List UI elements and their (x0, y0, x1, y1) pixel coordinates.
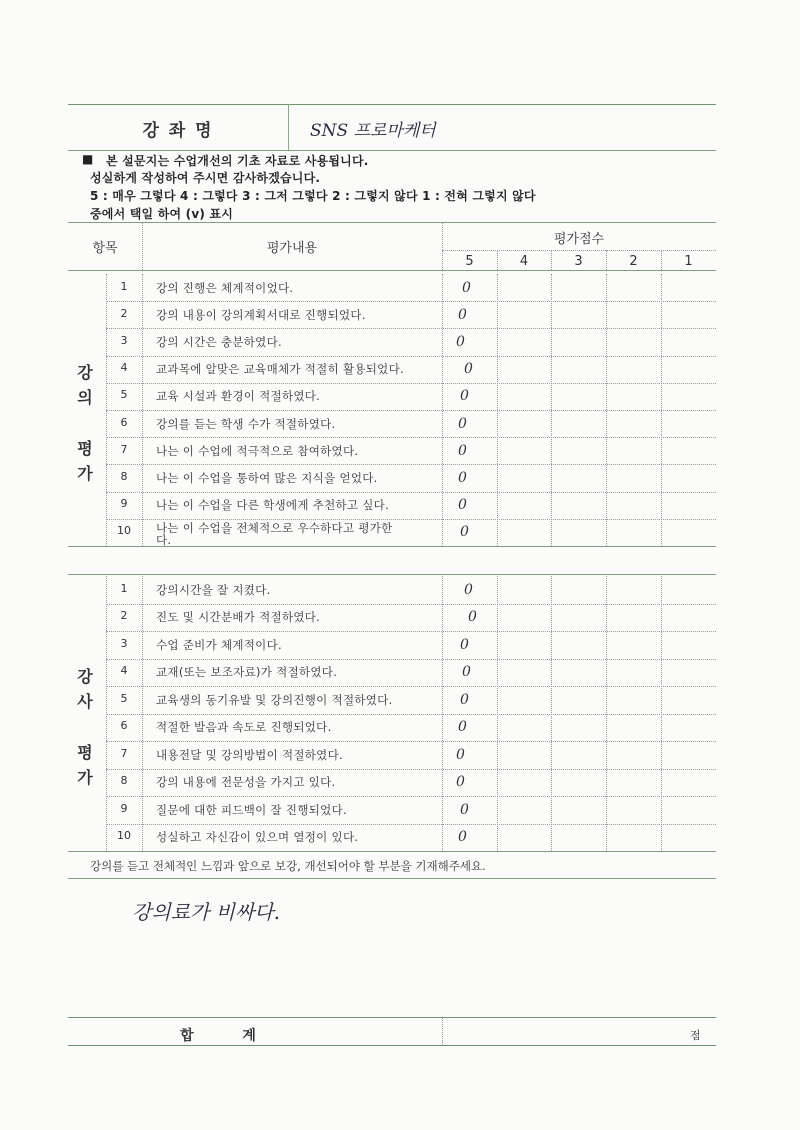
course-divider (288, 104, 289, 150)
lecture-row-text: 나는 이 수업을 통하여 많은 지식을 얻었다. (156, 471, 378, 485)
instructor-row-text: 질문에 대한 피드백이 잘 진행되었다. (156, 802, 347, 817)
lecture-row-mark: 0 (456, 334, 465, 350)
course-label: 강 좌 명 (142, 121, 214, 141)
header-sep-1 (142, 222, 143, 270)
lecture-row-mark: 0 (458, 306, 467, 323)
lecture-row-number: 3 (120, 334, 128, 347)
comments-answer: 강의료가 비싸다. (132, 900, 280, 924)
instructor-row-sep (106, 824, 716, 825)
lecture-row-text: 교육 시설과 환경이 적절하였다. (156, 389, 321, 404)
total-bottom-border (68, 1045, 716, 1046)
instructor-row-number: 7 (120, 746, 128, 760)
scale-header-3: 3 (574, 254, 583, 269)
scale-header-sep (661, 250, 662, 270)
instructor-row-mark: 0 (460, 691, 469, 708)
lecture-row-number: 4 (120, 361, 128, 375)
instructor-row-number: 1 (120, 581, 128, 595)
scale-header-4: 4 (519, 254, 529, 269)
lecture-row-number: 9 (120, 497, 128, 511)
lecture-row-text: 강의 시간은 충분하였다. (156, 335, 282, 349)
lecture-row-mark: 0 (464, 361, 473, 378)
lecture-label (70, 360, 100, 486)
lecture-row-text: 강의 진행은 체계적이었다. (156, 280, 294, 295)
header-content: 평가내용 (266, 241, 318, 256)
instructor-row-text: 내용전달 및 강의방법이 적절하였다. (156, 747, 343, 762)
scale-header-sep (551, 250, 552, 270)
instructor-row-mark: 0 (464, 581, 473, 598)
lecture-row-sep (106, 464, 716, 465)
instructor-row-number: 8 (120, 774, 128, 788)
instructor-row-sep (106, 659, 716, 660)
lecture-label-part: 평 가 (77, 439, 93, 483)
notice-line-4: 중에서 택일 하여 (v) 표시 (90, 207, 234, 221)
lecture-row-text: 교과목에 알맞은 교육매체가 적절히 활용되었다. (156, 362, 404, 377)
instructor-label (70, 664, 100, 790)
lecture-row-number: 8 (120, 470, 128, 483)
section2-bottom-border (68, 851, 716, 852)
instructor-row-mark: 0 (456, 746, 465, 763)
instructor-row-number: 2 (120, 609, 128, 623)
lecture-label-part: 강 의 (77, 363, 93, 407)
lecture-row-number: 6 (120, 415, 128, 429)
instructor-row-sep (106, 741, 716, 742)
notice-line-1: 본 설문지는 수업개선의 기초 자료로 사용됩니다. (106, 154, 369, 168)
instructor-row-text: 성실하고 자신감이 있으며 열정이 있다. (156, 830, 359, 845)
lecture-row-sep (106, 410, 716, 411)
lecture-row-mark: 0 (458, 470, 467, 486)
instructor-row-number: 4 (120, 664, 128, 678)
instructor-row-sep (106, 714, 716, 715)
instructor-row-text: 강의시간을 잘 지켰다. (156, 582, 271, 597)
instructor-row-number: 6 (120, 719, 128, 733)
scale-header-1: 1 (684, 254, 693, 269)
lecture-row-sep (106, 383, 716, 384)
instructor-row-sep (106, 769, 716, 770)
header-sep-2 (442, 222, 443, 270)
total-top-border (68, 1017, 716, 1018)
lecture-row-text: 강의를 듣는 학생 수가 적절하였다. (156, 416, 336, 431)
scale-header-sep (606, 250, 607, 270)
lecture-row-number: 5 (120, 388, 128, 402)
notice-bullet: ■ (82, 152, 94, 166)
instructor-row-number: 3 (120, 636, 128, 650)
instructor-row-mark: 0 (458, 719, 467, 736)
notice-line-2: 성실하게 작성하여 주시면 감사하겠습니다. (90, 171, 321, 185)
lecture-row-sep (106, 356, 716, 357)
instructor-row-text: 진도 및 시간분배가 적절하였다. (156, 610, 321, 625)
course-name: SNS 프로마케터 (310, 121, 436, 141)
lecture-row-mark: 0 (458, 415, 467, 432)
total-divider (442, 1017, 443, 1045)
header-score: 평가점수 (553, 232, 605, 247)
instructor-row-mark: 0 (460, 801, 469, 818)
instructor-row-mark: 0 (456, 774, 465, 791)
lecture-row-sep (106, 328, 716, 329)
instructor-row-text: 교재(또는 보조자료)가 적절하였다. (156, 665, 338, 680)
lecture-row-sep (106, 437, 716, 438)
instructor-label-part: 평 가 (77, 742, 93, 787)
section2-top-border (68, 574, 716, 575)
instructor-row-mark: 0 (460, 636, 469, 653)
instructor-row-sep (106, 686, 716, 687)
lecture-row-number: 10 (117, 524, 131, 538)
instructor-row-text: 수업 준비가 체계적이다. (156, 637, 282, 652)
lecture-row-sep (106, 492, 716, 493)
lecture-row-mark: 0 (460, 388, 469, 405)
instructor-row-mark: 0 (468, 609, 477, 626)
lecture-row-mark: 0 (458, 497, 467, 514)
lecture-row-sep (106, 519, 716, 520)
total-unit: 점 (690, 1029, 701, 1042)
notice-line-3: 5 : 매우 그렇다 4 : 그렇다 3 : 그저 그렇다 2 : 그렇지 않다 1 : 전혀 그렇지 않다 (90, 189, 536, 203)
section1-bottom-border (68, 546, 716, 547)
scale-header-2: 2 (629, 254, 638, 269)
instructor-row-number: 9 (120, 801, 128, 815)
scale-header-5: 5 (465, 254, 474, 269)
top-border (68, 104, 716, 105)
header-item: 항목 (92, 241, 118, 256)
header-divider (442, 250, 716, 251)
scale-header-sep (497, 250, 498, 270)
total-label: 합 계 (180, 1028, 256, 1044)
instructor-row-text: 강의 내용에 전문성을 가지고 있다. (156, 775, 336, 790)
instructor-row-sep (106, 604, 716, 605)
instructor-label-part: 강 사 (77, 666, 93, 711)
lecture-row-number: 7 (120, 442, 128, 456)
course-bottom-border (68, 150, 716, 151)
lecture-row-text: 나는 이 수업에 적극적으로 참여하였다. (156, 443, 359, 458)
lecture-row-mark: 0 (458, 442, 467, 459)
lecture-row-text: 강의 내용이 강의계획서대로 진행되었다. (156, 307, 366, 322)
lecture-row-text: 나는 이 수업을 다른 학생에게 추천하고 싶다. (156, 498, 390, 513)
lecture-row-number: 1 (120, 279, 128, 293)
lecture-row-mark: 0 (462, 279, 471, 296)
header-bottom-border (68, 270, 716, 271)
lecture-row-sep (106, 301, 716, 302)
lecture-row-number: 2 (120, 306, 128, 320)
instructor-row-sep (106, 631, 716, 632)
lecture-row-mark: 0 (460, 524, 469, 541)
lecture-row-text: 나는 이 수업을 전체적으로 우수하다고 평가한 다. (156, 520, 393, 547)
instructor-row-number: 5 (120, 691, 128, 705)
instructor-row-mark: 0 (462, 664, 471, 681)
instructor-row-mark: 0 (458, 829, 467, 846)
instructor-row-number: 10 (117, 829, 131, 843)
instructor-row-sep (106, 796, 716, 797)
header-top-border (68, 222, 716, 223)
instructor-row-text: 교육생의 동기유발 및 강의진행이 적절하였다. (156, 692, 393, 707)
comments-divider (68, 878, 716, 879)
comments-prompt: 강의를 듣고 전체적인 느낌과 앞으로 보강, 개선되어야 할 부분을 기재해주세요. (90, 859, 486, 873)
instructor-row-text: 적절한 발음과 속도로 진행되었다. (156, 720, 332, 735)
